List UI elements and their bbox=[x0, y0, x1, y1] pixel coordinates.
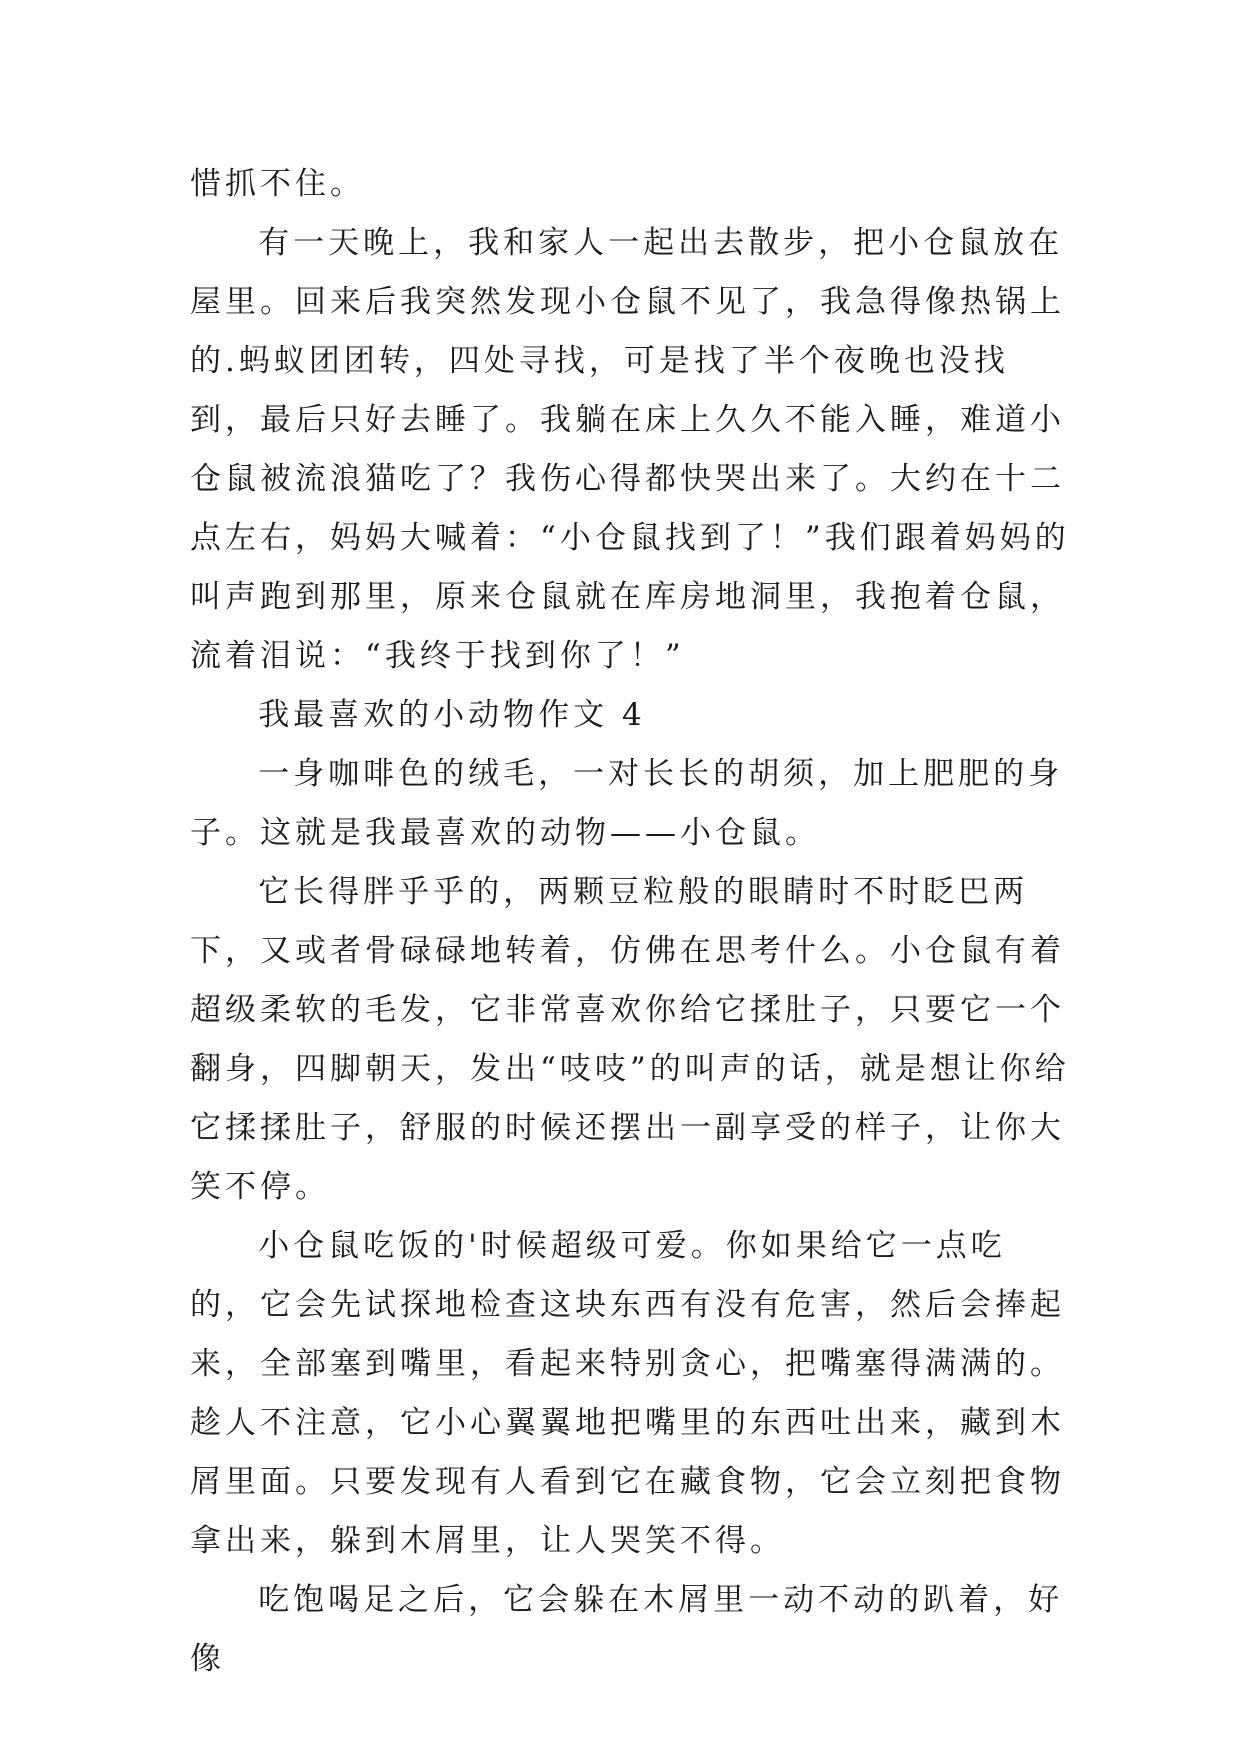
paragraph-after-eating: 吃饱喝足之后，它会躲在木屑里一动不动的趴着，好像 bbox=[190, 1582, 1064, 1677]
essay-title: 我最喜欢的小动物作文 4 bbox=[258, 697, 646, 733]
paragraph-continuation: 惜抓不住。 bbox=[190, 166, 365, 202]
paragraph-intro: 一身咖啡色的绒毛，一对长长的胡须，加上肥肥的身子。这就是我最喜欢的动物——小仓鼠。 bbox=[190, 756, 1064, 851]
document-body bbox=[190, 155, 1070, 1689]
paragraph-missing-hamster: 有一天晚上，我和家人一起出去散步，把小仓鼠放在屋里。回来后我突然发现小仓鼠不见了，我急得像热锅上的.蚂蚁团团转，四处寻找，可是找了半个夜晚也没找到，最后只好去睡了。我躺在床上久久不能入睡，难道小仓鼠被流浪猫吃了？我伤心得都快哭出来了。大约在十二点左右，妈妈大喊着：“小仓鼠找到了！”我们跟着妈妈的叫声跑到那里，原来仓鼠就在库房地洞里，我抱着仓鼠，流着泪说：“我终于找到你了！” bbox=[190, 225, 1070, 674]
paragraph-appearance: 它长得胖乎乎的，两颗豆粒般的眼睛时不时眨巴两下，又或者骨碌碌地转着，仿佛在思考什么。小仓鼠有着超级柔软的毛发，它非常喜欢你给它揉肚子，只要它一个翻身，四脚朝天，发出“吱吱”的叫声的话，就是想让你给它揉揉肚子，舒服的时候还摆出一副享受的样子，让你大笑不停。 bbox=[190, 874, 1070, 1205]
paragraph-eating: 小仓鼠吃饭的'时候超级可爱。你如果给它一点吃的，它会先试探地检查这块东西有没有危害，然后会捧起来，全部塞到嘴里，看起来特别贪心，把嘴塞得满满的。趁人不注意，它小心翼翼地把嘴里的东西吐出来，藏到木屑里面。只要发现有人看到它在藏食物，它会立刻把食物拿出来，躲到木屑里，让人哭笑不得。 bbox=[190, 1228, 1065, 1559]
